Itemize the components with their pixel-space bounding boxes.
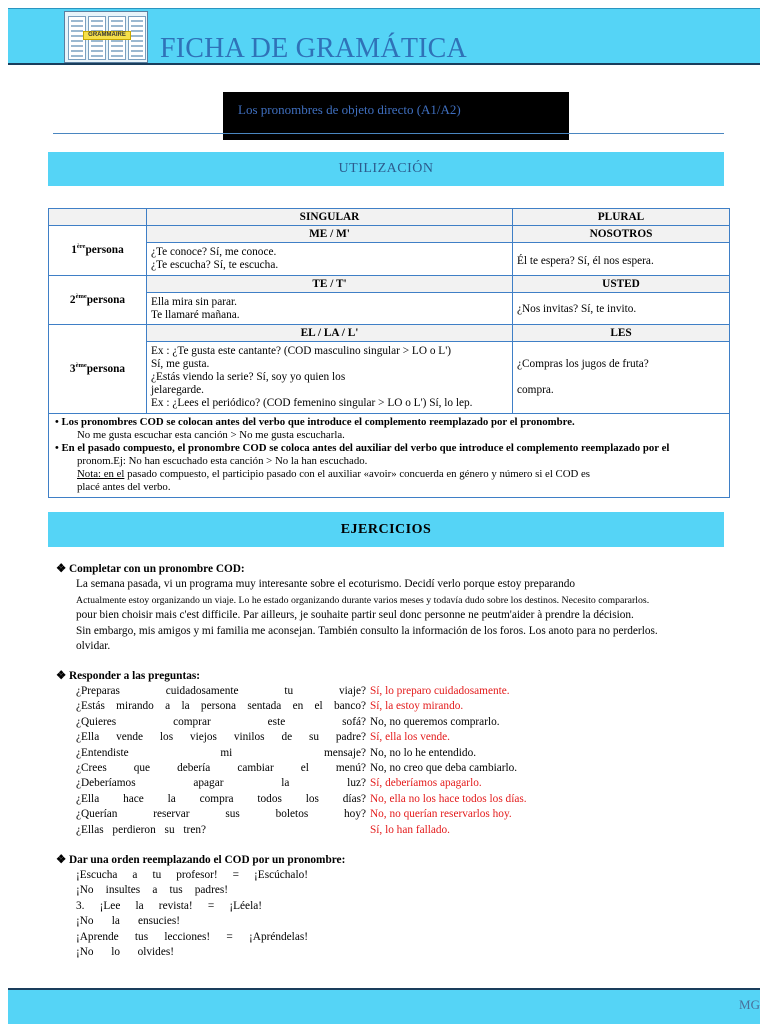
col-header-plural: PLURAL	[513, 209, 730, 226]
question: ¿Estás mirando a la persona sentada en el banco?	[76, 700, 366, 713]
note-rule: • En el pasado compuesto, el pronombre COD se coloca antes del auxiliar del verbo que introduce el complemento reemplazado por el	[55, 442, 670, 454]
question: ¿Ella hace la compra todos los días?	[76, 792, 366, 805]
example-line: jelaregarde.	[151, 384, 204, 396]
question: ¿Deberíamos apagar la luz?	[76, 777, 366, 790]
footer-initials: MG	[739, 997, 760, 1012]
person-label: persona	[86, 362, 126, 375]
exercise-text-line: pour bien choisir mais c'est difficile. Par ailleurs, je souhaite partir seul donc personne ne peutm'aider à prendre la décision.	[76, 609, 634, 622]
example-singular	[147, 243, 513, 276]
pronoun-header-singular: EL / LA / L'	[147, 325, 513, 342]
exercise-title: ❖ Dar una orden reemplazando el COD por un pronombre:	[56, 854, 346, 866]
qa-row	[76, 699, 536, 714]
grammar-notes	[49, 414, 730, 498]
answer: Sí, lo preparo cuidadosamente.	[370, 685, 510, 697]
person-number: 1	[71, 244, 77, 256]
pronoun-header-plural: LES	[513, 325, 730, 342]
note-example: No me gusta escuchar esta canción > No me gusta escucharla.	[77, 429, 345, 441]
example-line: ¿Compras los jugos de fruta?	[517, 358, 649, 370]
pronoun-header-singular: TE / T'	[147, 276, 513, 293]
example-line	[517, 371, 725, 384]
example-line: Te llamaré mañana.	[151, 308, 240, 321]
order-line: ¡No la ensucies!	[76, 915, 180, 928]
example-line: Él te espera? Sí, él nos espera.	[517, 254, 654, 267]
order-line: ¡Escucha a tu profesor! = ¡Escúchalo!	[76, 869, 308, 881]
answer: No, no lo he entendido.	[370, 746, 477, 759]
qa-row	[76, 715, 536, 730]
question: ¿Crees que debería cambiar el menú?	[76, 761, 366, 774]
section-ejercicios	[48, 512, 724, 547]
pronoun-header-plural: NOSOTROS	[513, 226, 730, 243]
pronoun-header-singular: ME / M'	[147, 226, 513, 243]
exercise-order-title-wrap	[56, 853, 345, 868]
note-label: Nota:	[77, 468, 101, 480]
order-line: ¡No insultes a tus padres!	[76, 884, 228, 897]
table-corner	[49, 209, 147, 226]
subtitle: Los pronombres de objeto directo (A1/A2)	[238, 102, 461, 117]
note-nota	[55, 468, 723, 481]
qa-row	[76, 807, 536, 822]
qa-row	[76, 730, 536, 745]
exercise-text-line: Actualmente estoy organizando un viaje. Lo he estado organizando durante varios meses y todavía dudo sobre los destinos. Necesito compararlos.	[76, 594, 650, 606]
exercise-title: ❖ Responder a las preguntas:	[56, 670, 201, 682]
answer: No, no creo que deba cambiarlo.	[370, 761, 518, 774]
note-underlined: en el	[101, 468, 125, 480]
note-text: placé antes del verbo.	[77, 481, 171, 493]
person-first	[49, 226, 147, 276]
exercise-title: ❖ Completar con un pronombre COD:	[56, 563, 245, 575]
note-example: pronom.Ej: No han escuchado esta canción > No la han escuchado.	[77, 455, 368, 467]
question: ¿Ella vende los viejos vinilos de su padre?	[76, 731, 366, 744]
person-number: 2	[69, 293, 76, 306]
example-line: ¿Nos invitas? Sí, te invito.	[517, 303, 637, 315]
answer: No, no querían reservarlos hoy.	[370, 808, 512, 821]
person-third	[49, 325, 147, 414]
example-line: ¿Te escucha? Sí, te escucha.	[151, 259, 279, 271]
exercise-answer-title-wrap	[56, 669, 200, 684]
question: ¿Quieres comprar este sofá?	[76, 715, 366, 728]
example-line: Ella mira sin parar.	[151, 295, 237, 308]
qa-row	[76, 823, 536, 838]
col-header-singular: SINGULAR	[147, 209, 513, 226]
section-title-utilizacion: UTILIZACIÓN	[338, 161, 434, 176]
exercise-text-line: Sin embargo, mis amigos y mi familia me aconsejan. También consulto la información de los foros. Los anoto para no perderlos.	[76, 624, 658, 637]
example-plural	[513, 293, 730, 325]
example-singular	[147, 293, 513, 325]
qa-row	[76, 746, 536, 761]
answer: No, no queremos comprarlo.	[370, 715, 500, 728]
exercise-complete	[56, 562, 756, 654]
question: ¿Querían reservar sus boletos hoy?	[76, 808, 366, 821]
example-singular	[147, 342, 513, 414]
answer: Sí, la estoy mirando.	[370, 700, 464, 713]
example-line: Ex : ¿Lees el periódico? (COD femenino singular > LO o L') Sí, lo lep.	[151, 397, 473, 409]
page-title: FICHA DE GRAMÁTICA	[160, 33, 467, 64]
answer: No, ella no los hace todos los días.	[370, 792, 527, 805]
logo-label: GRAMMAIRE	[83, 31, 131, 40]
qa-row	[76, 761, 536, 776]
order-line: ¡Aprende tus lecciones! = ¡Apréndelas!	[76, 930, 308, 943]
example-line: Ex : ¿Te gusta este cantante? (COD masculino singular > LO o L')	[151, 345, 451, 357]
note-text: pasado compuesto, el participio pasado con el auxiliar «avoir» concuerda en género y número si el COD es	[124, 468, 591, 480]
exercise-answer-list	[76, 684, 536, 838]
header-band	[8, 8, 760, 65]
example-line: ¿Estás viendo la serie? Sí, soy yo quien los	[151, 371, 346, 383]
answer: Sí, deberíamos apagarlo.	[370, 777, 482, 790]
person-ordinal: ère	[76, 243, 86, 251]
person-label: persona	[86, 293, 126, 306]
example-plural	[513, 243, 730, 276]
exercise-text-line: olvidar.	[76, 640, 111, 653]
person-label: persona	[85, 244, 124, 256]
exercise-order-list	[76, 868, 316, 960]
example-line: ¿Te conoce? Sí, me conoce.	[151, 246, 277, 258]
example-plural	[513, 342, 730, 414]
grammar-table	[48, 208, 730, 498]
note-rule: • Los pronombres COD se colocan antes del verbo que introduce el complemento reemplazado por el pronombre.	[55, 416, 575, 428]
exercise-text-line: La semana pasada, vi un programa muy interesante sobre el ecoturismo. Decidí verlo porque estoy preparando	[76, 578, 576, 591]
qa-row	[76, 776, 536, 791]
person-ordinal: ème	[75, 292, 87, 300]
section-utilizacion	[48, 152, 724, 186]
question: ¿Ellas perdieron su tren?	[76, 823, 206, 836]
order-line: 3. ¡Lee la revista! = ¡Léela!	[76, 899, 262, 912]
question: ¿Preparas cuidadosamente tu viaje?	[76, 685, 366, 697]
example-line: compra.	[517, 384, 554, 396]
subtitle-divider	[53, 133, 724, 134]
person-ordinal: ème	[75, 361, 87, 369]
person-number: 3	[69, 362, 76, 375]
section-title-ejercicios: EJERCICIOS	[340, 522, 432, 537]
pronoun-header-plural: USTED	[513, 276, 730, 293]
question: ¿Entendiste mi mensaje?	[76, 746, 366, 759]
answer: Sí, lo han fallado.	[370, 823, 451, 836]
grammar-logo	[64, 11, 148, 63]
answer: Sí, ella los vende.	[370, 731, 451, 744]
qa-row	[76, 792, 536, 807]
footer-band	[8, 988, 760, 1024]
qa-row	[76, 684, 536, 699]
example-line: Sí, me gusta.	[151, 358, 210, 370]
person-second	[49, 276, 147, 325]
order-line: ¡No lo olvides!	[76, 945, 174, 958]
